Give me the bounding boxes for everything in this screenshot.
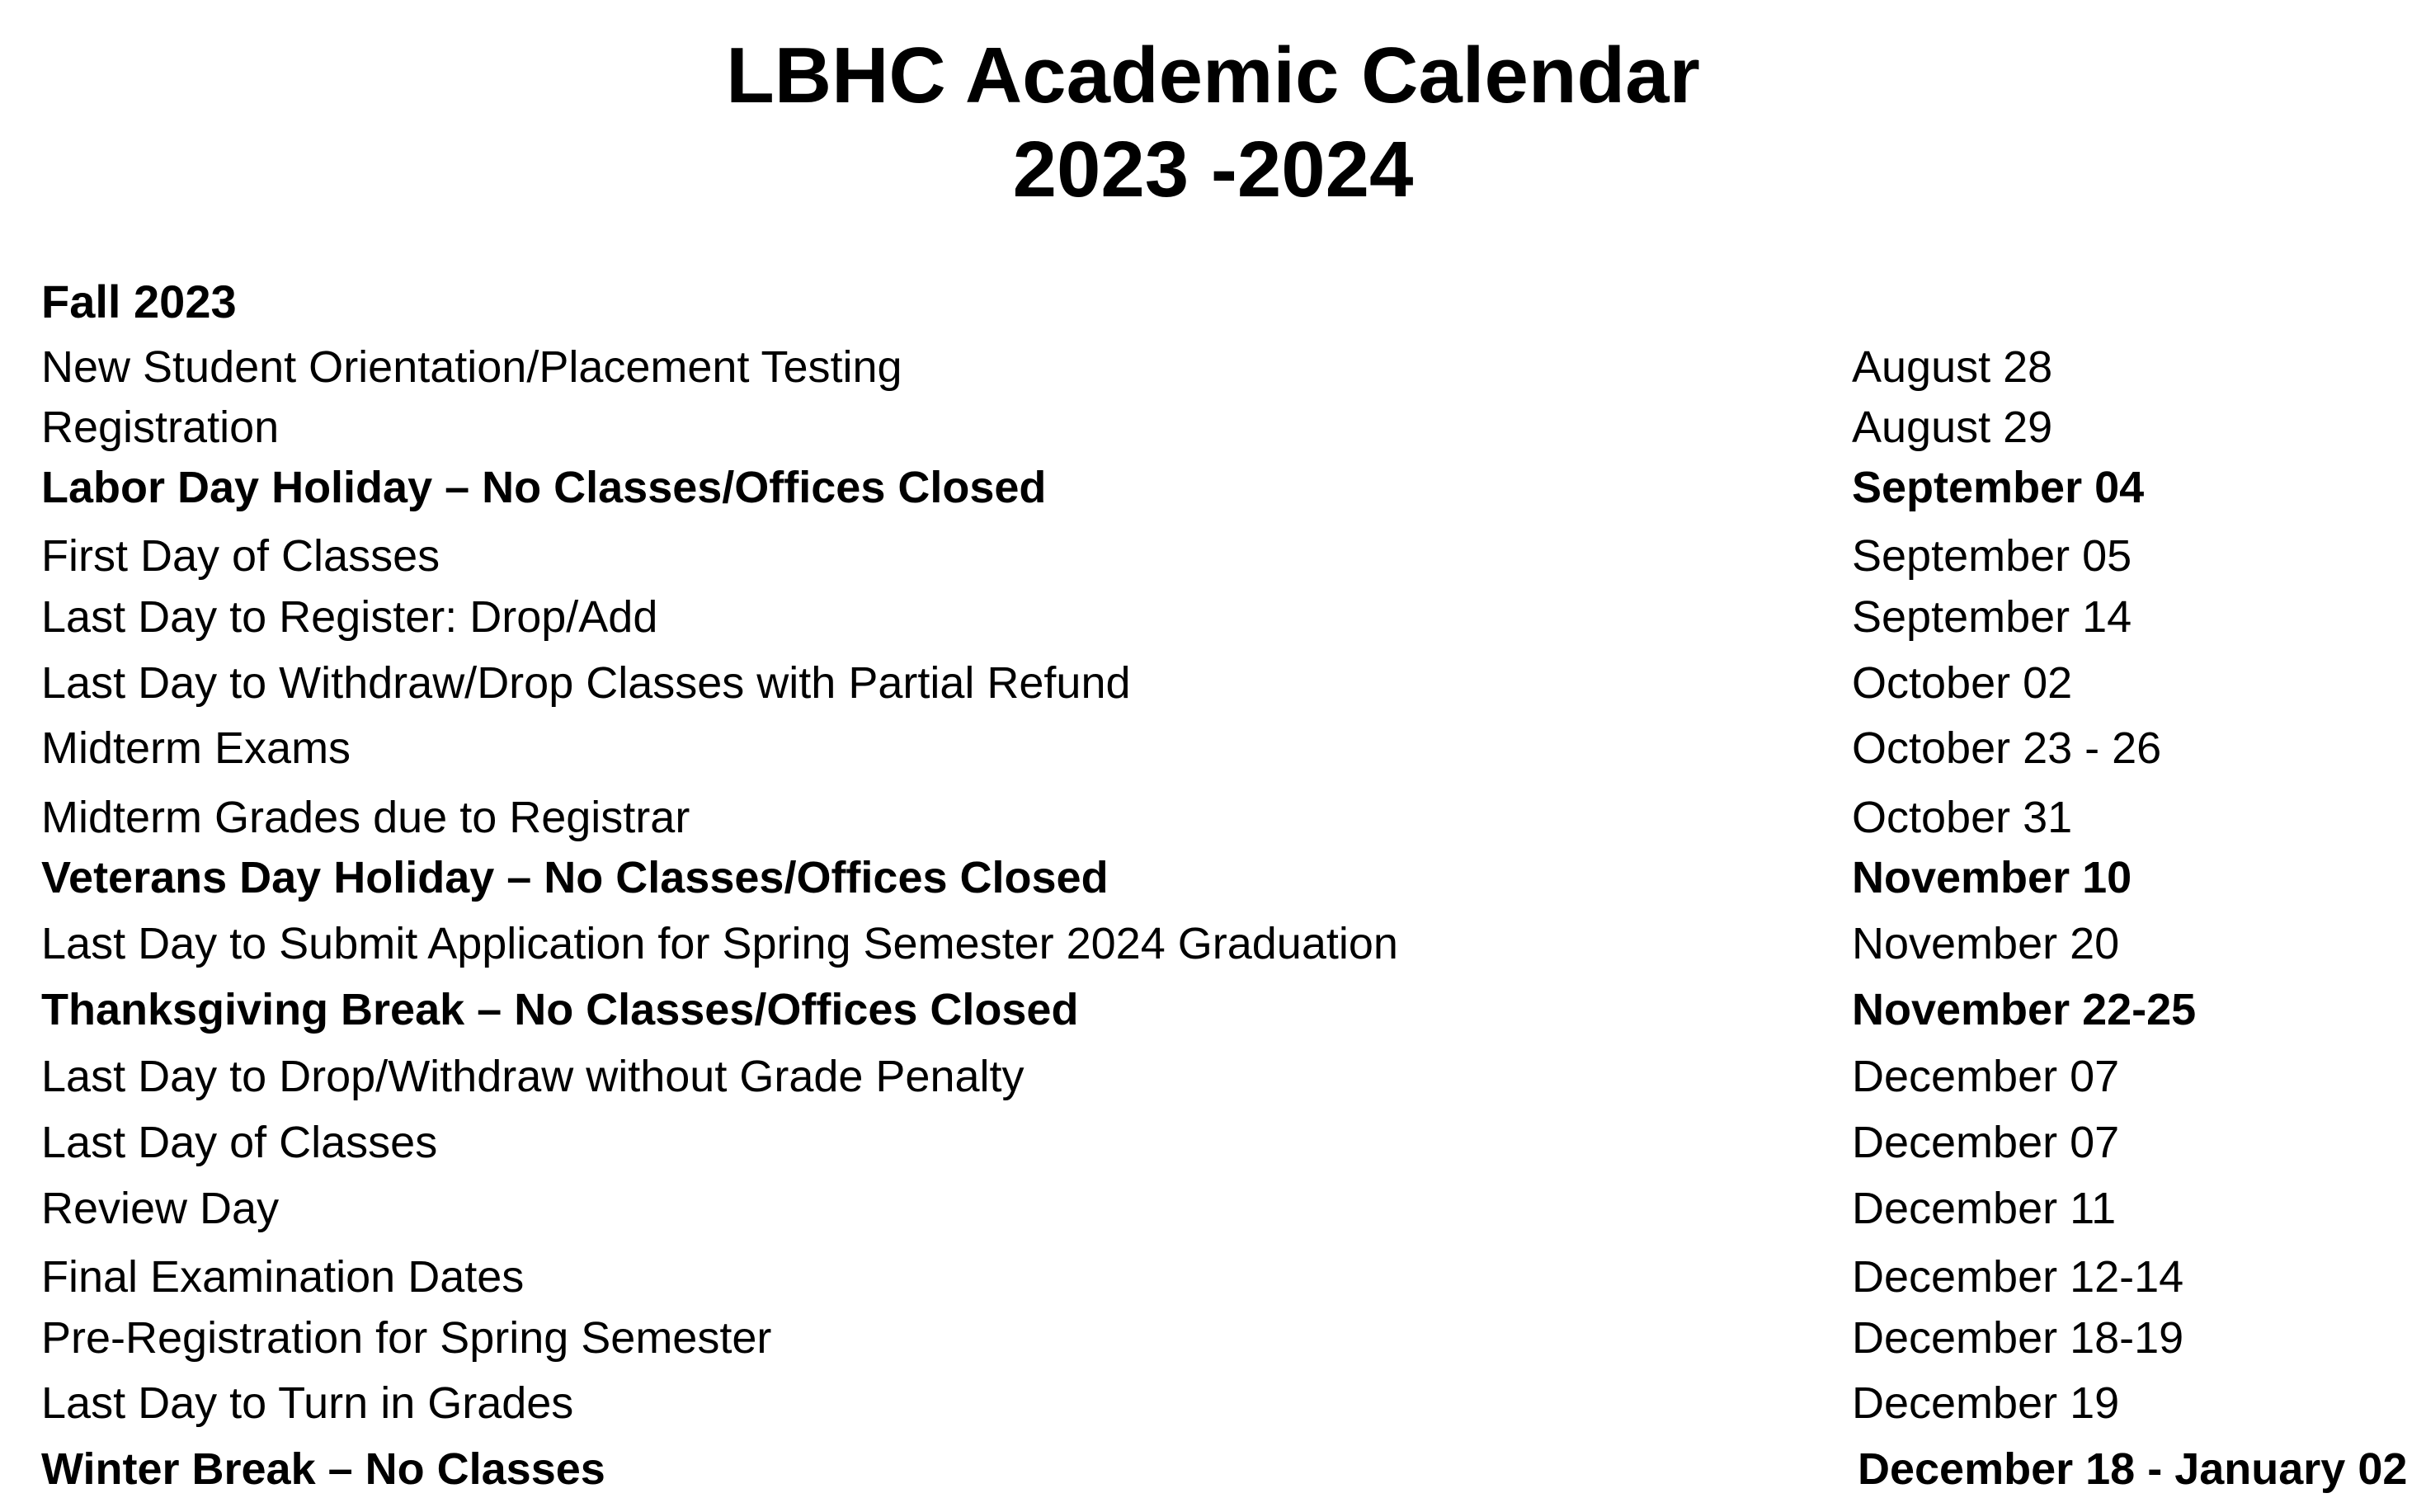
calendar-row <box>0 338 2426 396</box>
event-date: September 14 <box>1852 592 2132 642</box>
calendar-row <box>0 915 2426 973</box>
event-date: December 07 <box>1852 1118 2120 1167</box>
calendar-row <box>0 981 2426 1039</box>
event-date: October 23 - 26 <box>1852 723 2162 773</box>
event-date: November 22-25 <box>1852 985 2197 1034</box>
calendar-row <box>0 1114 2426 1171</box>
event-name: Veterans Day Holiday – No Classes/Offices Closed <box>41 853 1109 902</box>
calendar-row <box>0 1374 2426 1432</box>
event-date: August 28 <box>1852 342 2053 392</box>
event-name: Registration <box>41 403 280 452</box>
event-name: Last Day to Submit Application for Spring Semester 2024 Graduation <box>41 919 1398 968</box>
event-date: December 07 <box>1852 1052 2120 1101</box>
event-name: Last Day to Withdraw/Drop Classes with Partial Refund <box>41 658 1131 708</box>
event-date: October 31 <box>1852 793 2073 842</box>
calendar-row <box>0 1048 2426 1105</box>
event-date: November 20 <box>1852 919 2120 968</box>
calendar-row <box>0 1180 2426 1237</box>
event-name: Thanksgiving Break – No Classes/Offices Closed <box>41 985 1079 1034</box>
calendar-row <box>0 849 2426 907</box>
event-date: August 29 <box>1852 403 2053 452</box>
calendar-row <box>0 1440 2426 1498</box>
event-name: Last Day to Turn in Grades <box>41 1378 574 1428</box>
event-date: December 12-14 <box>1852 1252 2184 1302</box>
event-date: December 18 - January 02 <box>1858 1444 2408 1494</box>
calendar-row <box>0 1309 2426 1367</box>
event-date: November 10 <box>1852 853 2132 902</box>
calendar-row <box>0 527 2426 585</box>
event-name: Labor Day Holiday – No Classes/Offices Closed <box>41 463 1047 512</box>
event-name: Midterm Grades due to Registrar <box>41 793 690 842</box>
term-heading: Fall 2023 <box>41 276 237 327</box>
academic-year: 2023 -2024 <box>1012 125 1414 214</box>
event-name: Last Day to Drop/Withdraw without Grade Penalty <box>41 1052 1025 1101</box>
calendar-row <box>0 654 2426 712</box>
calendar-row <box>0 789 2426 846</box>
calendar-row <box>0 1248 2426 1306</box>
event-name: Final Examination Dates <box>41 1252 525 1302</box>
event-date: December 18-19 <box>1852 1313 2184 1363</box>
event-date: October 02 <box>1852 658 2073 708</box>
event-date: December 11 <box>1852 1184 2117 1233</box>
page-title: LBHC Academic Calendar <box>726 31 1700 120</box>
event-name: Review Day <box>41 1184 280 1233</box>
calendar-row <box>0 719 2426 777</box>
event-name: Last Day to Register: Drop/Add <box>41 592 658 642</box>
event-name: Last Day of Classes <box>41 1118 438 1167</box>
event-name: Midterm Exams <box>41 723 351 773</box>
calendar-row <box>0 588 2426 646</box>
event-name: Winter Break – No Classes <box>41 1444 605 1494</box>
event-name: Pre-Registration for Spring Semester <box>41 1313 772 1363</box>
event-date: September 05 <box>1852 531 2132 581</box>
calendar-row <box>0 459 2426 516</box>
event-date: September 04 <box>1852 463 2145 512</box>
event-date: December 19 <box>1852 1378 2120 1428</box>
calendar-row <box>0 398 2426 456</box>
event-name: First Day of Classes <box>41 531 440 581</box>
event-name: New Student Orientation/Placement Testing <box>41 342 902 392</box>
